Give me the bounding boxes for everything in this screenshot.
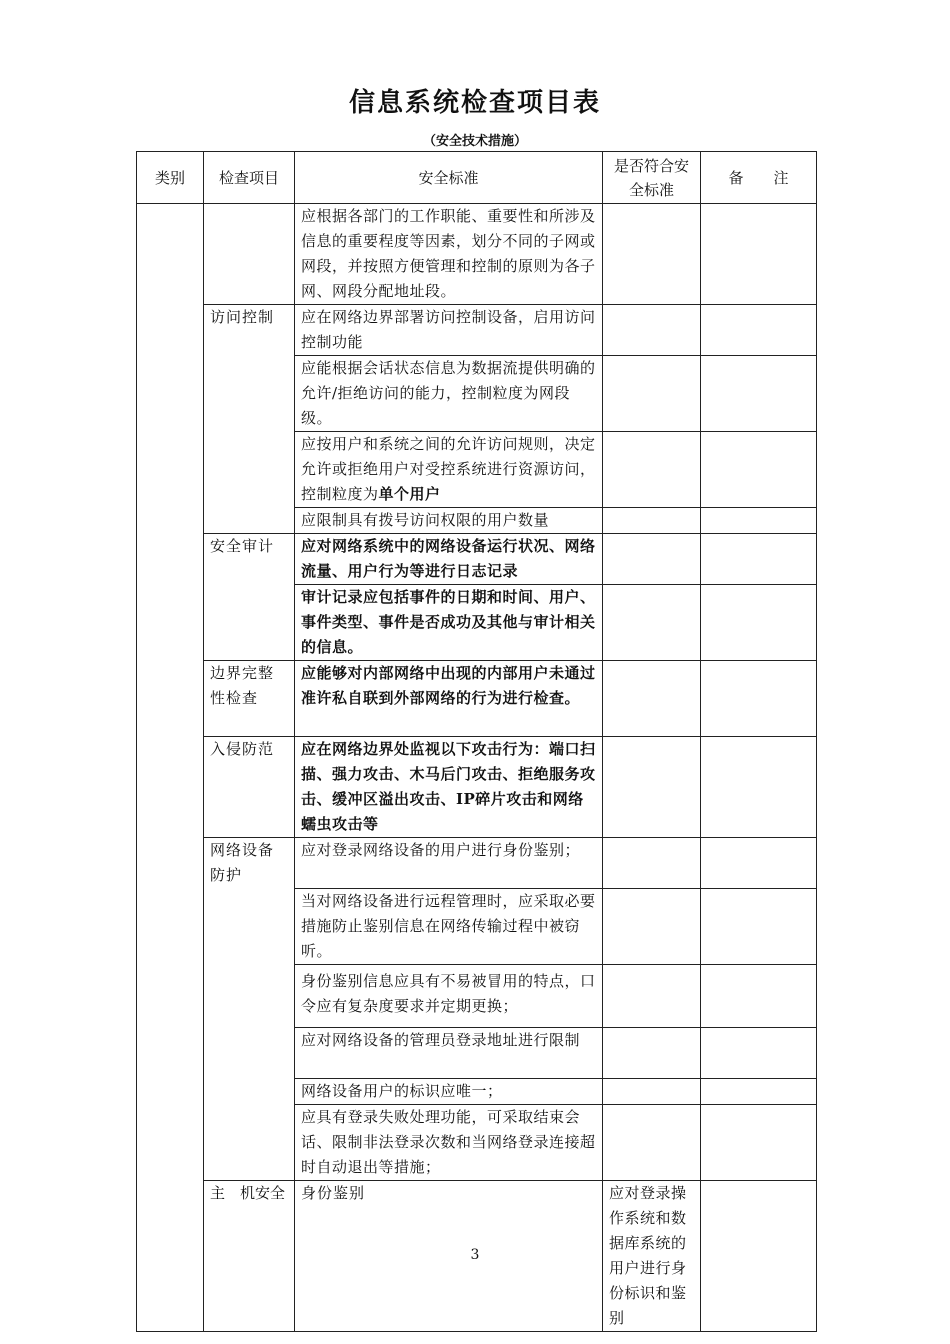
header-compliant: 是否符合安全标准 [603,152,701,204]
inspection-table [136,151,817,1332]
remark-cell[interactable] [701,889,817,965]
compliant-cell[interactable] [603,204,701,305]
compliant-cell[interactable] [603,432,701,508]
compliant-cell[interactable] [603,838,701,889]
item-cell-empty [204,204,295,305]
page-number: 3 [470,1247,480,1263]
item-cell-access-control: 访问控制 [204,305,295,534]
standard-cell: 应对登录操作系统和数据库系统的用户进行身份标识和鉴别 [603,1181,701,1332]
compliant-cell[interactable] [603,356,701,432]
table-row [137,838,817,889]
compliant-cell[interactable] [603,508,701,534]
table-header-row [137,152,817,204]
table-row [137,534,817,585]
standard-text-bold: 单个用户 [378,485,441,503]
standard-cell: 应能根据会话状态信息为数据流提供明确的允许/拒绝访问的能力，控制粒度为网段级。 [295,356,603,432]
table-row [137,204,817,305]
item-cell-device-protection: 网络设备防护 [204,838,295,1181]
standard-cell: 应对网络系统中的网络设备运行状况、网络流量、用户行为等进行日志记录 [295,534,603,585]
remark-cell[interactable] [701,508,817,534]
standard-cell: 应在网络边界处监视以下攻击行为：端口扫描、强力攻击、木马后门攻击、拒绝服务攻击、缓冲区溢出攻击、IP碎片攻击和网络蠕虫攻击等 [295,737,603,838]
standard-text: 应按用户和系统之间的允许访问规则，决定允许或拒绝用户对受控系统进行资源访问，控制粒度为 [301,435,596,503]
standard-cell [295,432,603,508]
remark-cell[interactable] [701,965,817,1028]
remark-cell[interactable] [701,356,817,432]
compliant-cell[interactable] [603,534,701,585]
standard-cell: 应对登录网络设备的用户进行身份鉴别； [295,838,603,889]
standard-cell: 应在网络边界部署访问控制设备，启用访问控制功能 [295,305,603,356]
standard-cell: 身份鉴别信息应具有不易被冒用的特点，口令应有复杂度要求并定期更换； [295,965,603,1028]
header-remark: 备 注 [701,152,817,204]
standard-cell: 应根据各部门的工作职能、重要性和所涉及信息的重要程度等因素，划分不同的子网或网段，并按照方便管理和控制的原则为各子网、网段分配地址段。 [295,204,603,305]
table-row [137,305,817,356]
compliant-cell[interactable] [603,1105,701,1181]
compliant-cell[interactable] [603,305,701,356]
remark-cell[interactable] [701,838,817,889]
remark-cell[interactable] [701,1079,817,1105]
category-cell-host-security: 主 机安全 [204,1181,295,1332]
category-cell-network [137,204,204,1332]
item-cell-intrusion-prevention: 入侵防范 [204,737,295,838]
compliant-cell[interactable] [603,889,701,965]
document-title: 信息系统检查项目表 [348,88,601,118]
compliant-cell[interactable] [603,1079,701,1105]
remark-cell[interactable] [701,585,817,661]
remark-cell[interactable] [701,1105,817,1181]
header-item: 检查项目 [204,152,295,204]
compliant-cell[interactable] [603,585,701,661]
item-cell-boundary-integrity: 边界完整性检查 [204,661,295,737]
remark-cell[interactable] [701,1028,817,1079]
standard-cell: 审计记录应包括事件的日期和时间、用户、事件类型、事件是否成功及其他与审计相关的信息。 [295,585,603,661]
document-subtitle: （安全技术措施） [422,134,527,149]
item-cell-identity-auth: 身份鉴别 [295,1181,603,1332]
remark-cell[interactable] [701,534,817,585]
standard-cell: 应限制具有拨号访问权限的用户数量 [295,508,603,534]
compliant-cell[interactable] [603,1028,701,1079]
standard-cell: 应能够对内部网络中出现的内部用户未通过准许私自联到外部网络的行为进行检查。 [295,661,603,737]
table-row [137,737,817,838]
standard-cell: 当对网络设备进行远程管理时，应采取必要措施防止鉴别信息在网络传输过程中被窃听。 [295,889,603,965]
remark-cell[interactable] [701,737,817,838]
compliant-cell[interactable] [603,737,701,838]
standard-cell: 应具有登录失败处理功能，可采取结束会话、限制非法登录次数和当网络登录连接超时自动退出等措施； [295,1105,603,1181]
remark-cell[interactable] [701,305,817,356]
compliant-cell[interactable] [603,661,701,737]
table-row [137,661,817,737]
compliant-cell[interactable] [603,965,701,1028]
header-category: 类别 [137,152,204,204]
remark-cell[interactable] [701,432,817,508]
standard-cell: 应对网络设备的管理员登录地址进行限制 [295,1028,603,1079]
header-standard: 安全标准 [295,152,603,204]
item-cell-security-audit: 安全审计 [204,534,295,661]
standard-cell: 网络设备用户的标识应唯一； [295,1079,603,1105]
remark-cell[interactable] [701,661,817,737]
remark-cell[interactable] [701,204,817,305]
